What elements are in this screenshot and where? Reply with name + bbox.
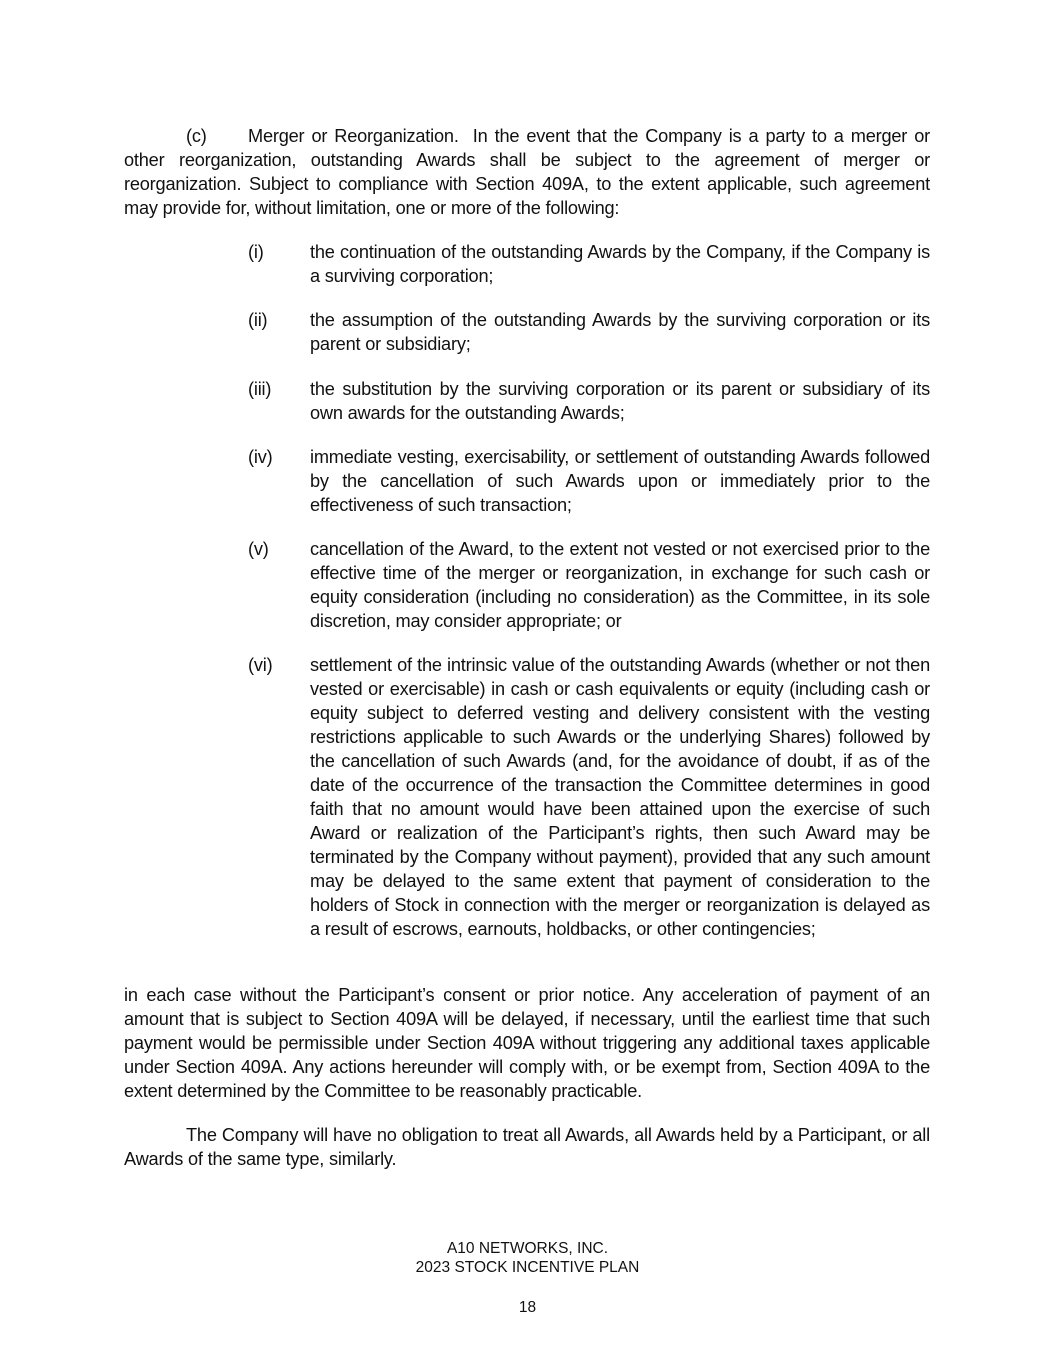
list-marker: (iv) xyxy=(248,447,273,467)
list-text: settlement of the intrinsic value of the outstanding Awards (whether or not then vested or exercisable) in cash or cash equivalents or equity (including cash or equity subject to deferred vesting and delivery consistent with the vesting restrictions applicable to such Awards or the underlying Shares) followed by the cancellation of such Awards (and, for the avoidance of doubt, if as of the date of the occurrence of the transaction the Committee determines in good faith that no amount would have been attained upon the exercise of such Award or realization of the Participant’s rights, then such Award may be terminated by the Company without payment), provided that any such amount may be delayed to the same extent that payment of consideration to the holders of Stock in connection with the merger or reorganization is delayed as a result of escrows, earnouts, holdbacks, or other contingencies; xyxy=(310,655,930,939)
section-c-heading: Merger or Reorganization. xyxy=(248,126,459,146)
section-c-marker: (c) xyxy=(186,126,207,146)
list-text: the substitution by the surviving corporation or its parent or subsidiary of its own awards for the outstanding Awards; xyxy=(310,379,930,423)
list-text: immediate vesting, exercisability, or settlement of outstanding Awards followed by the cancellation of such Awards upon or immediately prior to the effectiveness of such transaction; xyxy=(310,447,930,515)
section-c-paragraph xyxy=(124,124,930,220)
final-paragraph xyxy=(124,1123,930,1171)
section-c-text: In the event that the Company is a party to a merger or other reorganization, outstanding Awards shall be subject to the agreement of merger or reorganization. Subject to compliance with Section 409A, to the extent applicable, such agreement may provide for, without limitation, one or more of the following: xyxy=(124,126,930,218)
final-paragraph-text: The Company will have no obligation to treat all Awards, all Awards held by a Participant, or all Awards of the same type, similarly. xyxy=(124,1125,930,1169)
list-text: the continuation of the outstanding Awards by the Company, if the Company is a surviving corporation; xyxy=(310,242,930,286)
closing-paragraph: in each case without the Participant’s consent or prior notice. Any acceleration of payment of an amount that is subject to Section 409A will be delayed, if necessary, until the earliest time that such payment would be permissible under Section 409A without triggering any additional taxes applicable under Section 409A. Any actions hereunder will comply with, or be exempt from, Section 409A to the extent determined by the Committee to be reasonably practicable. xyxy=(124,985,930,1101)
list-marker: (iii) xyxy=(248,379,272,399)
list-marker: (i) xyxy=(248,242,264,262)
list-text: the assumption of the outstanding Awards by the surviving corporation or its parent or subsidiary; xyxy=(310,310,930,354)
page-number: 18 xyxy=(518,1299,537,1316)
list-marker: (vi) xyxy=(248,655,273,675)
footer-plan: 2023 STOCK INCENTIVE PLAN xyxy=(415,1259,640,1276)
footer-company: A10 NETWORKS, INC. xyxy=(446,1240,609,1257)
list-text: cancellation of the Award, to the extent not vested or not exercised prior to the effective time of the merger or reorganization, in exchange for such cash or equity consideration (including no consideration) as the Committee, in its sole discretion, may consider appropriate; or xyxy=(310,539,930,631)
list-marker: (ii) xyxy=(248,310,268,330)
list-marker: (v) xyxy=(248,539,269,559)
